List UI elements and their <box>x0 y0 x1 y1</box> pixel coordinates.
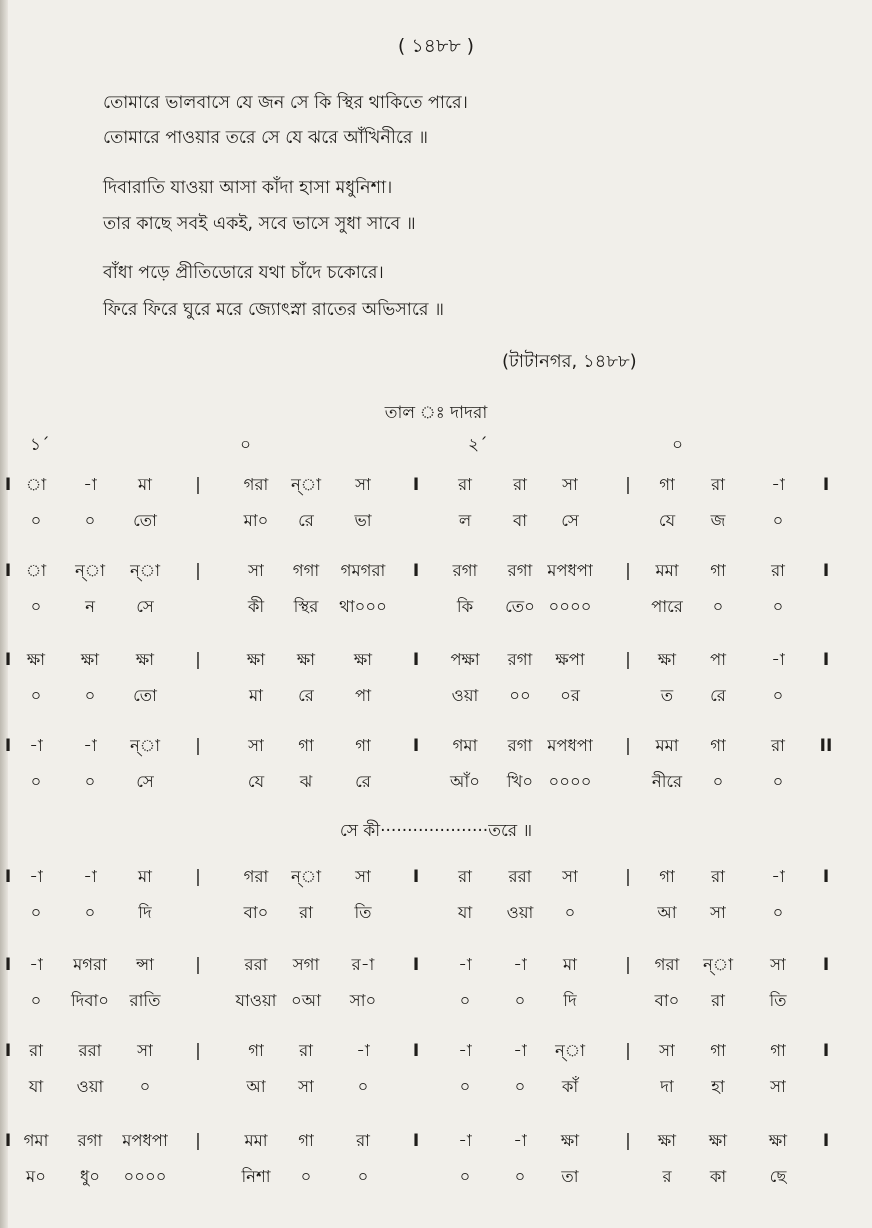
swara-note: রগা <box>507 561 533 580</box>
lyric-syllable: ত <box>660 686 674 705</box>
swara-note: গরা <box>654 955 680 974</box>
lyric-syllable: ০ <box>84 772 96 791</box>
page-number: ( ১৪৮৮ ) <box>397 35 475 57</box>
lyric-syllable: ০র <box>560 686 580 705</box>
swara-note: ক্ষা <box>296 650 316 669</box>
lyric-syllable: নিশা <box>241 1167 271 1186</box>
swara-note: গরা <box>243 867 269 886</box>
lyric-syllable: ল <box>458 511 472 530</box>
lyric-syllable: ০ <box>772 772 784 791</box>
beat-mark-4: ০ <box>672 435 684 455</box>
lyric-syllable: যে <box>658 511 676 530</box>
poem-line-2: তোমারে পাওয়ার তরে সে যে ঝরে আঁখিনীরে ॥ <box>103 128 428 148</box>
beat-mark-2: ০ <box>240 435 252 455</box>
lyric-syllable: দা <box>660 1077 674 1096</box>
lyric-syllable: ০০০০ <box>548 597 592 616</box>
swara-note: -া <box>458 1131 472 1150</box>
lyric-syllable: ওয়া <box>76 1077 104 1096</box>
barline: | <box>195 650 201 670</box>
barline: | <box>195 736 201 756</box>
swara-note: মা <box>563 955 577 974</box>
swara-note: -া <box>771 475 785 494</box>
beat-marks <box>0 432 872 454</box>
swara-note: সগা <box>292 955 320 974</box>
swara-note: ন্া <box>290 867 322 886</box>
beat-mark-1: ১´ <box>30 435 50 455</box>
barline: | <box>625 650 631 670</box>
lyric-syllable: ০ <box>772 597 784 616</box>
swara-note: ক্ষা <box>135 650 155 669</box>
lyric-syllable: হা <box>711 1077 725 1096</box>
swara-note: -া <box>458 1041 472 1060</box>
swara-note: -া <box>771 867 785 886</box>
barline: | <box>625 561 631 581</box>
barline: I <box>412 736 420 756</box>
barline: II <box>819 736 833 756</box>
swara-note: সা <box>248 561 264 580</box>
swara-note: -া <box>29 955 43 974</box>
swara-note: সা <box>137 1041 153 1060</box>
lyric-syllable: ০ <box>712 597 724 616</box>
lyric-syllable: ০ <box>30 597 42 616</box>
swara-note: -া <box>513 1041 527 1060</box>
swara-note: ন্া <box>290 475 322 494</box>
swara-note: সা <box>355 867 371 886</box>
lyric-syllable: ০ <box>30 511 42 530</box>
swara-note: ররা <box>244 955 268 974</box>
swara-note: রা <box>771 561 785 580</box>
barline: | <box>195 867 201 887</box>
lyric-syllable: জ <box>710 511 726 530</box>
poem-line-1: তোমারে ভালবাসে যে জন সে কি স্থির থাকিতে পারে। <box>103 93 468 113</box>
swara-note: মপধপা <box>547 736 593 755</box>
lyric-syllable: তি <box>769 991 787 1010</box>
barline: I <box>412 1041 420 1061</box>
lyric-syllable: তি <box>354 903 372 922</box>
swara-note: ক্ষা <box>80 650 100 669</box>
poem-line-5: বাঁধা পড়ে প্রীতিডোরে যথা চাঁদে চকোরে। <box>103 263 384 283</box>
swara-note: রা <box>29 1041 43 1060</box>
swara-note: গরা <box>243 475 269 494</box>
swara-note: গমগরা <box>340 561 386 580</box>
lyric-syllable: বা০ <box>654 991 680 1010</box>
lyric-syllable: ০ <box>84 903 96 922</box>
swara-note: ক্ষপা <box>555 650 585 669</box>
swara-note: ররা <box>508 867 532 886</box>
swara-note: মপধপা <box>122 1131 168 1150</box>
swara-note: রা <box>771 736 785 755</box>
lyric-syllable: আ <box>657 903 677 922</box>
lyric-syllable: যা <box>457 903 473 922</box>
barline: | <box>625 736 631 756</box>
lyric-syllable: সা <box>710 903 726 922</box>
swara-note: ক্ষা <box>560 1131 580 1150</box>
barline: I <box>822 955 830 975</box>
lyric-syllable: তে০ <box>505 597 535 616</box>
refrain-line: সে কী····················তরে ॥ <box>339 821 533 841</box>
swara-note: সা <box>659 1041 675 1060</box>
swara-note: ন্া <box>129 736 161 755</box>
lyric-syllable: বা০ <box>243 903 269 922</box>
barline: | <box>625 955 631 975</box>
swara-note: রগা <box>507 736 533 755</box>
swara-note: রা <box>711 475 725 494</box>
lyric-syllable: ০ <box>514 991 526 1010</box>
swara-note: া <box>25 561 47 580</box>
lyric-syllable: রা <box>299 903 313 922</box>
swara-note: গা <box>355 736 371 755</box>
swara-note: র-া <box>351 955 375 974</box>
swara-note: ন্া <box>129 561 161 580</box>
lyric-syllable: ০০০০ <box>123 1167 167 1186</box>
composition-credit: (টাটানগর, ১৪৮৮) <box>502 351 637 372</box>
row-start-barline: I <box>4 650 12 670</box>
barline: I <box>822 561 830 581</box>
lyric-syllable: রা <box>711 991 725 1010</box>
swara-note: -া <box>513 1131 527 1150</box>
barline: | <box>625 475 631 495</box>
lyric-syllable: কা <box>709 1167 727 1186</box>
swara-note: মা <box>138 867 152 886</box>
lyric-syllable: ০ <box>84 686 96 705</box>
swara-note: রা <box>458 867 472 886</box>
swara-note: রা <box>299 1041 313 1060</box>
lyric-syllable: সে <box>136 597 154 616</box>
swara-note: রা <box>458 475 472 494</box>
swara-note: মা <box>138 475 152 494</box>
barline: I <box>412 955 420 975</box>
swara-note: ক্ষা <box>657 650 677 669</box>
lyric-syllable: স্থির <box>293 597 319 616</box>
lyric-syllable: রে <box>710 686 726 705</box>
lyric-syllable: তা <box>561 1167 579 1186</box>
lyric-syllable: ০ <box>514 1167 526 1186</box>
lyric-syllable: ০ <box>357 1077 369 1096</box>
lyric-syllable: পা <box>355 686 371 705</box>
poem-line-6: ফিরে ফিরে ঘুরে মরে জ্যোৎস্না রাতের অভিসারে ॥ <box>103 300 444 320</box>
swara-note: -া <box>29 867 43 886</box>
lyric-syllable: র <box>662 1167 672 1186</box>
swara-note: গা <box>298 736 314 755</box>
swara-note: ক্ষা <box>246 650 266 669</box>
lyric-syllable: রে <box>298 686 314 705</box>
lyric-syllable: তো <box>133 511 157 530</box>
lyric-syllable: ঝ <box>299 772 313 791</box>
lyric-syllable: ভা <box>354 511 372 530</box>
swara-note: সা <box>562 475 578 494</box>
swara-note: ন্া <box>554 1041 586 1060</box>
lyric-syllable: ০ <box>459 991 471 1010</box>
lyric-syllable: ০ <box>712 772 724 791</box>
lyric-syllable: রে <box>298 511 314 530</box>
barline: I <box>412 561 420 581</box>
lyric-syllable: সা <box>770 1077 786 1096</box>
barline: I <box>412 650 420 670</box>
barline: I <box>822 1131 830 1151</box>
lyric-syllable: ০ <box>459 1167 471 1186</box>
barline: I <box>822 650 830 670</box>
barline: I <box>822 867 830 887</box>
lyric-syllable: ০ <box>772 686 784 705</box>
lyric-syllable: ০ <box>30 686 42 705</box>
lyric-syllable: সে <box>136 772 154 791</box>
swara-note: ক্ষা <box>353 650 373 669</box>
lyric-syllable: আঁ০ <box>450 772 480 791</box>
lyric-syllable: বা <box>513 511 527 530</box>
barline: I <box>822 475 830 495</box>
poem-line-4: তার কাছে সবই একই, সবে ভাসে সুধা সাবে ॥ <box>103 214 416 234</box>
lyric-syllable: ০ <box>772 511 784 530</box>
lyric-syllable: দিবা০ <box>70 991 110 1010</box>
lyric-syllable: থা০০০ <box>339 597 387 616</box>
beat-mark-3: ২´ <box>468 435 488 455</box>
barline: | <box>195 1041 201 1061</box>
lyric-syllable: ম০ <box>26 1167 46 1186</box>
barline: I <box>412 867 420 887</box>
lyric-syllable: আ <box>246 1077 266 1096</box>
swara-note: রগা <box>77 1131 103 1150</box>
barline: | <box>625 867 631 887</box>
lyric-syllable: যাওয়া <box>235 991 277 1010</box>
swara-note: মমা <box>655 561 679 580</box>
swara-note: ন্া <box>702 955 734 974</box>
row-start-barline: I <box>4 736 12 756</box>
barline: | <box>195 475 201 495</box>
row-start-barline: I <box>4 955 12 975</box>
barline: | <box>625 1041 631 1061</box>
tal-heading: তাল ঃ দাদরা <box>384 403 488 423</box>
swara-note: গা <box>710 736 726 755</box>
swara-note: রগা <box>452 561 478 580</box>
row-start-barline: I <box>4 1041 12 1061</box>
lyric-syllable: ০ <box>459 1077 471 1096</box>
lyric-syllable: ছে <box>769 1167 787 1186</box>
lyric-syllable: দি <box>563 991 577 1010</box>
lyric-syllable: ০ <box>564 903 576 922</box>
swara-note: ক্ষা <box>708 1131 728 1150</box>
lyric-syllable: ওয়া <box>506 903 534 922</box>
swara-note: ন্া <box>74 561 106 580</box>
lyric-syllable: পারে <box>651 597 683 616</box>
swara-note: সা <box>770 955 786 974</box>
swara-note: মগরা <box>73 955 107 974</box>
barline: | <box>195 1131 201 1151</box>
row-start-barline: I <box>4 475 12 495</box>
lyric-syllable: সা০ <box>349 991 377 1010</box>
swara-note: ক্ষা <box>26 650 46 669</box>
swara-note: -া <box>83 475 97 494</box>
barline: I <box>412 475 420 495</box>
lyric-syllable: যে <box>247 772 265 791</box>
lyric-syllable: ০ <box>139 1077 151 1096</box>
lyric-syllable: ০ <box>772 903 784 922</box>
swara-note: রা <box>513 475 527 494</box>
row-start-barline: I <box>4 867 12 887</box>
lyric-syllable: দি <box>138 903 152 922</box>
swara-note: -া <box>513 955 527 974</box>
swara-note: সা <box>562 867 578 886</box>
barline: I <box>822 1041 830 1061</box>
barline: | <box>195 955 201 975</box>
swara-note: গা <box>710 561 726 580</box>
barline: | <box>625 1131 631 1151</box>
swara-note: গমা <box>452 736 478 755</box>
swara-note: গা <box>248 1041 264 1060</box>
swara-note: ক্ষা <box>657 1131 677 1150</box>
swara-note: সা <box>248 736 264 755</box>
swara-note: পক্ষা <box>450 650 480 669</box>
swara-note: -া <box>458 955 472 974</box>
swara-note: গা <box>710 1041 726 1060</box>
lyric-syllable: ধু০ <box>80 1167 100 1186</box>
swara-note: মপধপা <box>547 561 593 580</box>
barline: I <box>412 1131 420 1151</box>
swara-note: গমা <box>23 1131 49 1150</box>
swara-note: া <box>25 475 47 494</box>
swara-note: -া <box>83 736 97 755</box>
swara-note: মমা <box>244 1131 268 1150</box>
lyric-syllable: ০০ <box>509 686 531 705</box>
lyric-syllable: যা <box>28 1077 44 1096</box>
lyric-syllable: ০ <box>514 1077 526 1096</box>
swara-note: গগা <box>292 561 320 580</box>
lyric-syllable: ন <box>85 597 95 616</box>
swara-note: -া <box>29 736 43 755</box>
row-start-barline: I <box>4 561 12 581</box>
lyric-syllable: ০আ <box>291 991 321 1010</box>
lyric-syllable: ০ <box>300 1167 312 1186</box>
lyric-syllable: খি০ <box>506 772 534 791</box>
swara-note: গা <box>659 475 675 494</box>
lyric-syllable: ওয়া <box>451 686 479 705</box>
lyric-syllable: সা <box>298 1077 314 1096</box>
swara-note: গা <box>659 867 675 886</box>
poem-line-3: দিবারাতি যাওয়া আসা কাঁদা হাসা মধুনিশা। <box>103 178 393 198</box>
lyric-syllable: ০০০০ <box>548 772 592 791</box>
swara-note: গা <box>298 1131 314 1150</box>
swara-note: ক্ষা <box>768 1131 788 1150</box>
lyric-syllable: ০ <box>30 991 42 1010</box>
lyric-syllable: ০ <box>357 1167 369 1186</box>
lyric-syllable: মা০ <box>243 511 269 530</box>
lyric-syllable: রাতি <box>129 991 161 1010</box>
lyric-syllable: কাঁ <box>561 1077 579 1096</box>
swara-note: -া <box>83 867 97 886</box>
lyric-syllable: নীরে <box>651 772 683 791</box>
lyric-syllable: ০ <box>30 903 42 922</box>
lyric-syllable: ০ <box>84 511 96 530</box>
swara-note: -া <box>771 650 785 669</box>
swara-note: ররা <box>78 1041 102 1060</box>
swara-note: মমা <box>655 736 679 755</box>
lyric-syllable: রে <box>355 772 371 791</box>
swara-note: রা <box>356 1131 370 1150</box>
barline: | <box>195 561 201 581</box>
lyric-syllable: সে <box>561 511 579 530</box>
swara-note: রগা <box>507 650 533 669</box>
swara-note: গা <box>770 1041 786 1060</box>
swara-note: সা <box>355 475 371 494</box>
lyric-syllable: মা <box>249 686 263 705</box>
lyric-syllable: কি <box>456 597 474 616</box>
lyric-syllable: কী <box>247 597 265 616</box>
lyric-syllable: ০ <box>30 772 42 791</box>
swara-note: রা <box>711 867 725 886</box>
swara-note: পা <box>710 650 726 669</box>
row-start-barline: I <box>4 1131 12 1151</box>
lyric-syllable: তো <box>133 686 157 705</box>
swara-note: ন্সা <box>136 955 154 974</box>
swara-note: -া <box>356 1041 370 1060</box>
